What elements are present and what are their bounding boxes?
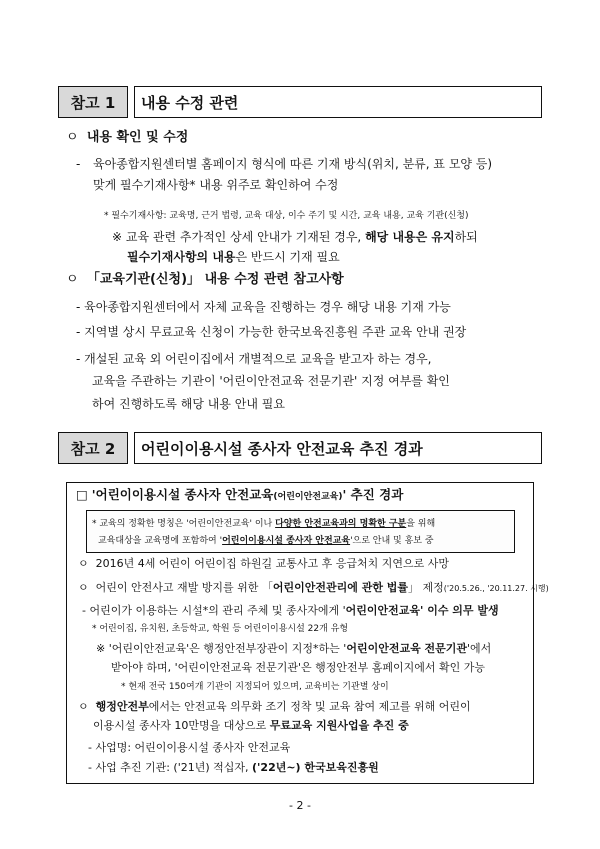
heading-text: 「교육기관(신청)」 내용 수정 관련 참고사항 bbox=[86, 272, 344, 287]
s1-ref-line2 bbox=[127, 249, 340, 265]
ref-text-end: 하되 bbox=[454, 230, 478, 244]
s2-bullet-1: ㅇ 2016년 4세 어린이 어린이집 하원길 교통사고 후 응급처치 지연으로 사망 bbox=[78, 557, 449, 570]
note-bold: 다양한 안전교육과의 명확한 구분 bbox=[275, 519, 407, 529]
ref-text-end: '에서 bbox=[467, 642, 492, 655]
heading-text: 내용 확인 및 수정 bbox=[86, 130, 189, 145]
ref-bold: 어린이안전교육 전문기관 bbox=[346, 642, 468, 655]
ref-mark: ※ bbox=[112, 230, 123, 244]
note-text: 교육대상을 교육명에 포함하여 ' bbox=[98, 536, 223, 546]
note-text-end: '으로 안내 및 홍보 중 bbox=[350, 536, 434, 546]
inner-note-line1 bbox=[92, 516, 435, 532]
note-text-end: 을 위해 bbox=[406, 519, 436, 529]
note-bold: 어린이이용시설 종사자 안전교육 bbox=[222, 536, 351, 546]
item-text: 육아종합지원센터에서 자체 교육을 진행하는 경우 해당 내용 기재 가능 bbox=[84, 300, 451, 314]
s1-item3: - 지역별 상시 무료교육 신청이 가능한 한국보육진흥원 주관 교육 안내 권장 bbox=[76, 325, 467, 339]
s2-bullet-3-line2 bbox=[93, 718, 409, 734]
section2-title: 어린이이용시설 종사자 안전교육 추진 경과 bbox=[134, 432, 542, 464]
ref-text-2: 은 반드시 기재 필요 bbox=[235, 250, 340, 264]
s1-heading-2 bbox=[66, 272, 344, 288]
s1-ref-line1 bbox=[112, 229, 478, 245]
bullet-bold: 무료교육 지원사업을 추진 중 bbox=[269, 719, 409, 732]
s2-dash-1 bbox=[82, 603, 499, 619]
section1-label: 참고 1 bbox=[58, 86, 128, 118]
dash-text-end: ' 이수 의무 발생 bbox=[420, 604, 499, 617]
s1-item2: - 육아종합지원센터에서 자체 교육을 진행하는 경우 해당 내용 기재 가능 bbox=[76, 300, 451, 314]
dash-bold: ('22년~) 한국보육진흥원 bbox=[252, 761, 379, 774]
section2-header bbox=[58, 432, 542, 464]
bullet: ㅇ bbox=[66, 272, 79, 287]
ref-mark: ※ bbox=[96, 642, 106, 655]
s2-ref-line2: 받아야 하며, '어린이안전교육 전문기관'은 행정안전부 홈페이지에서 확인 가능 bbox=[111, 661, 486, 674]
bullet: ㅇ bbox=[66, 130, 79, 145]
s1-item1-line1: 육아종합지원센터별 홈페이지 형식에 따른 기재 방식(위치, 분류, 표 모양 등) bbox=[93, 157, 493, 171]
box-title bbox=[76, 487, 403, 505]
square-icon: □ bbox=[76, 487, 88, 502]
ref-text: '어린이안전교육'은 행정안전부장관이 지정*하는 ' bbox=[108, 642, 347, 655]
bullet-text: 이용시설 종사자 10만명을 대상으로 bbox=[93, 719, 270, 732]
s2-bullet-3-line1: ㅇ 행정안전부에서는 안전교육 의무화 조기 정착 및 교육 참여 제고를 위해 어린이 bbox=[78, 700, 471, 713]
s1-item1-line2: 맞게 필수기재사항* 내용 위주로 확인하여 수정 bbox=[93, 178, 339, 192]
s2-ref-note: * 현재 전국 150여개 기관이 지정되어 있으며, 교육비는 기관별 상이 bbox=[121, 682, 389, 692]
box-title-end: ' 추진 경과 bbox=[342, 487, 404, 502]
s2-dash-3 bbox=[88, 760, 379, 776]
section1-header bbox=[58, 86, 542, 118]
s1-item4-line3: 하여 진행하도록 해당 내용 안내 필요 bbox=[92, 397, 285, 411]
s1-item4-line2: 교육을 주관하는 기관이 '어린이안전교육 전문기관' 지정 여부를 확인 bbox=[92, 374, 450, 388]
law-name: 어린이안전관리에 관한 법률 bbox=[272, 581, 409, 594]
item-text: 지역별 상시 무료교육 신청이 가능한 한국보육진흥원 주관 교육 안내 권장 bbox=[84, 325, 467, 339]
s2-dash-1-note: * 어린이집, 유치원, 초등학교, 학원 등 어린이이용시설 22개 유형 bbox=[92, 624, 349, 634]
bullet-text-end: 」 제정 bbox=[408, 581, 444, 594]
bullet-text: 어린이 안전사고 재발 방지를 위한 「 bbox=[95, 581, 273, 594]
dash-text: - 사업 추진 기관: ('21년) 적십자, bbox=[88, 761, 253, 774]
s1-heading-1 bbox=[66, 130, 188, 146]
box-title-main: '어린이이용시설 종사자 안전교육 bbox=[91, 487, 274, 502]
s2-dash-2: - 사업명: 어린이이용시설 종사자 안전교육 bbox=[88, 741, 291, 754]
s1-required-note: * 필수기재사항: 교육명, 근거 법령, 교육 대상, 이수 주기 및 시간, 교육 내용, 교육 기관(신청) bbox=[104, 211, 469, 221]
section2-label: 참고 2 bbox=[58, 432, 128, 464]
section1-title: 내용 수정 관련 bbox=[134, 86, 542, 118]
ref-bold: 해당 내용은 유지 bbox=[365, 230, 455, 244]
item-text: 개설된 교육 외 어린이집에서 개별적으로 교육을 받고자 하는 경우, bbox=[84, 352, 432, 366]
s2-ref-line1 bbox=[96, 641, 491, 657]
dash-bold: 어린이안전교육 bbox=[345, 604, 421, 617]
s1-item4-line1: - 개설된 교육 외 어린이집에서 개별적으로 교육을 받고자 하는 경우, bbox=[76, 352, 432, 366]
page-number: - 2 - bbox=[289, 799, 311, 812]
ref-text: 교육 관련 추가적인 상세 안내가 기재된 경우, bbox=[125, 230, 366, 244]
dash-text: - 어린이가 이용하는 시설*의 관리 주체 및 종사자에게 ' bbox=[82, 604, 346, 617]
inner-note-line2 bbox=[98, 533, 434, 549]
note-text: * 교육의 정확한 명칭은 '어린이안전교육' 이나 bbox=[92, 519, 276, 529]
law-dates: ('20.5.26., '20.11.27. 시행) bbox=[443, 584, 549, 593]
bullet-text: 에서는 안전교육 의무화 조기 정착 및 교육 참여 제고를 위해 어린이 bbox=[148, 700, 471, 713]
bullet-text: 2016년 4세 어린이 어린이집 하원길 교통사고 후 응급처치 지연으로 사망 bbox=[95, 557, 449, 570]
box-title-small: (어린이안전교육) bbox=[273, 492, 343, 502]
ministry-name: 행정안전부 bbox=[95, 700, 149, 713]
s1-item1-dash: - bbox=[76, 157, 81, 171]
s2-bullet-2: ㅇ 어린이 안전사고 재발 방지를 위한 「어린이안전관리에 관한 법률」 제정('20.5.26., '20.11.27. 시행) bbox=[78, 581, 549, 594]
ref-bold-2: 필수기재사항의 내용 bbox=[127, 250, 236, 264]
